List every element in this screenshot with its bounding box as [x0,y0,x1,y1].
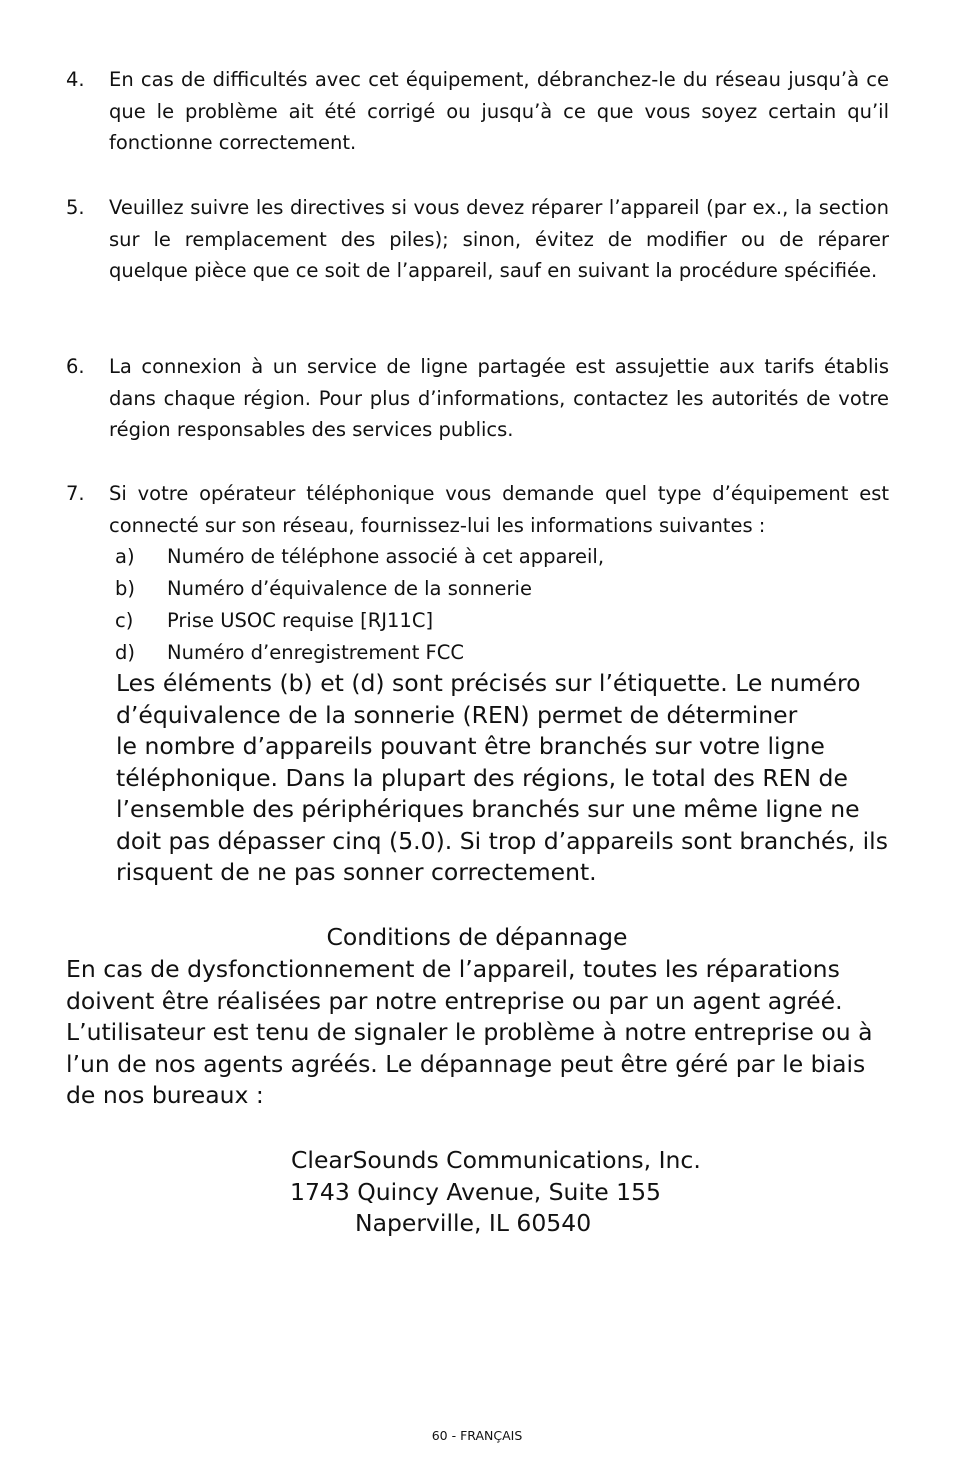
sub-list-item [115,637,815,669]
note-line: Les éléments (b) et (d) sont précisés sur l’étiquette. Le numéro [116,669,861,697]
sub-list-item [115,541,815,573]
item-text: En cas de difficultés avec cet équipement, débranchez-le du réseau jusqu’à ce que le problème ait été corrigé ou jusqu’à ce que vous soyez certain qu’il fonctionne correctement. [109,68,889,154]
list-item-4 [66,64,889,159]
section-title [0,922,954,954]
note-line: doit pas dépasser cinq (5.0). Si trop d’appareils sont branchés, ils [116,826,888,855]
sub-item-text: Prise USOC requise [RJ11C] [167,609,434,632]
section-line: En cas de dysfonctionnement de l’appareil, toutes les réparations [66,955,840,983]
item-number: 4. [66,68,85,91]
item-text: La connexion à un service de ligne partagée est assujettie aux tarifs établis dans chaque région. Pour plus d’informations, contactez les autorités de votre région responsables des services publics. [109,355,889,441]
note-line: le nombre d’appareils pouvant être branchés sur votre ligne [116,732,825,760]
page-footer [0,1428,954,1444]
section-title-text: Conditions de dépannage [326,923,628,951]
note-line: risquent de ne pas sonner correctement. [116,858,597,886]
note-line: l’ensemble des périphériques branchés sur une même ligne ne [116,795,860,823]
sub-item-text: Numéro de téléphone associé à cet appareil, [167,545,605,568]
sub-list-item [115,605,815,637]
list-item-5 [66,192,889,287]
section-line: L’utilisateur est tenu de signaler le problème à notre entreprise ou à [66,1018,873,1046]
item-number: 5. [66,196,85,219]
street-address: 1743 Quincy Avenue, Suite 155 [290,1177,661,1206]
ren-note-paragraph [116,668,896,889]
item-number: 6. [66,355,85,378]
sub-item-letter: c) [115,609,134,632]
sub-item-letter: a) [115,545,135,568]
sub-list [115,541,815,669]
city-address: Naperville, IL 60540 [355,1209,592,1237]
section-line: de nos bureaux : [66,1081,264,1109]
section-line: doivent être réalisées par notre entreprise ou par un agent agréé. [66,986,843,1015]
sub-item-letter: d) [115,641,135,664]
note-line: téléphonique. Dans la plupart des régions, le total des REN de [116,763,848,792]
note-line: d’équivalence de la sonnerie (REN) permet de déterminer [116,700,798,729]
item-number: 7. [66,482,85,505]
section-body [66,954,896,1112]
sub-item-text: Numéro d’enregistrement FCC [167,641,465,664]
sub-item-text: Numéro d’équivalence de la sonnerie [167,577,532,600]
sub-item-letter: b) [115,577,135,600]
section-line: l’un de nos agents agréés. Le dépannage peut être géré par le biais [66,1049,866,1078]
list-item-6 [66,351,889,446]
item-text: Si votre opérateur téléphonique vous demande quel type d’équipement est connecté sur son réseau, fournissez-lui les informations suivantes : [109,482,889,537]
company-name: ClearSounds Communications, Inc. [291,1146,701,1174]
sub-list-item [115,573,815,605]
list-item-7 [66,478,889,541]
item-text: Veuillez suivre les directives si vous devez réparer l’appareil (par ex., la section sur le remplacement des piles); sinon, évitez de modifier ou de réparer quelque pièce que ce soit de l’appareil, sauf en suivant la procédure spécifiée. [109,196,889,282]
page-number-label: 60 - FRANÇAIS [431,1428,523,1443]
